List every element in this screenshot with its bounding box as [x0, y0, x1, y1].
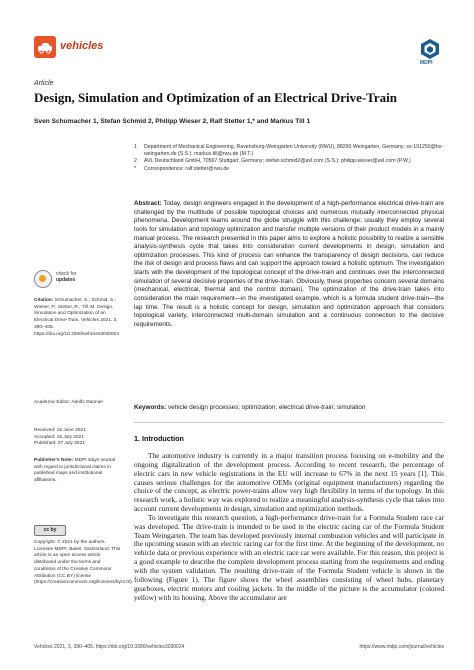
keywords-label: Keywords: — [134, 404, 167, 411]
affiliations — [134, 144, 444, 173]
footer-journal-link[interactable]: https://www.mdpi.com/journal/vehicles — [359, 644, 444, 650]
citation-label: Citation: — [34, 298, 54, 303]
abstract — [134, 200, 444, 329]
affiliation-number: 2 — [134, 158, 137, 165]
introduction-body — [134, 452, 444, 602]
affiliation-text: Department of Mechanical Engineering, Ravensburg-Weingarten University (RWU), 88250 Weingarten, Germany; ss-191250@hs-weingarten.de (S.S.); markus.till@rwu.de (M.T.) — [144, 144, 444, 158]
author-list: Sven Schumacher 1, Stefan Schmid 2, Philipp Wieser 2, Ralf Stetter 1,* and Markus Till 1 — [34, 118, 311, 125]
check-updates-line1: check for — [56, 271, 77, 277]
affiliation-number: * — [134, 165, 137, 172]
page-footer — [34, 644, 444, 650]
affiliation-item — [134, 166, 444, 173]
cc-by-license-icon[interactable]: cc by — [34, 525, 66, 536]
abstract-label: Abstract: — [134, 200, 162, 207]
correspondence-text: Correspondence: ralf.stetter@rwu.de — [144, 165, 230, 172]
affiliation-item — [134, 158, 444, 165]
journal-name: vehicles — [60, 40, 104, 52]
body-paragraph: To investigate this research question, a high-performance drive-train for a Formula Student race car was developed. The drive-train is intended to be used in the electric racing car of the Formula Student Team Weingarten. The team has developed previously internal combustion vehicles and will participate in the upcoming season with an electric racing car for the first time. At the beginning of the development, no vehicle data or previous experience with an electric race car were available. For this reason, this project is a good example to describe the complete development process starting from the requirements and ending with the system validation. The resulting drive-train of the Formula Student vehicle is shown in the following (Figure 1). The figure shows the wheel assemblies consisting of wheel hubs, planetary gearboxes, electric motors and cooling jackets. In the middle of the picture is the accumulator (colored yellow) with its housing. Above the accumulator are — [134, 512, 444, 602]
section-divider — [134, 422, 444, 423]
check-updates-icon — [34, 270, 52, 288]
check-for-updates-button[interactable] — [34, 270, 94, 292]
affiliation-number: 1 — [134, 144, 137, 150]
check-updates-line2: updates — [56, 277, 76, 283]
article-title: Design, Simulation and Optimization of an Electrical Drive-Train — [34, 90, 398, 105]
publisher-note — [34, 458, 122, 485]
journal-logo-car-icon — [34, 36, 56, 58]
dates-block — [34, 428, 122, 448]
publisher-note-label: Publisher's Note: — [34, 458, 74, 463]
footer-citation: Vehicles 2021, 3, 390–405. https://doi.org/10.3390/vehicles3030024 — [34, 644, 185, 650]
copyright-license: Copyright: © 2021 by the authors. Licensee MDPI, Basel, Switzerland. This article is an open access article distributed under the terms and conditions of the Creative Commons Attribution (CC BY) license (https://creativecommons.org/licenses/by/4.0/). — [34, 540, 134, 586]
citation-block — [34, 298, 122, 338]
section-heading-introduction: 1. Introduction — [134, 434, 184, 443]
affiliation-text: AVL Deutschland GmbH, 70567 Stuttgart, Germany; stefan.schmid2@avl.com (S.S.); philipp.wieser@avl.com (P.W.) — [144, 158, 411, 165]
academic-editor: Academic Editor: Adolfo Dannier — [34, 400, 104, 405]
publisher-name: MDPI — [420, 60, 433, 66]
keywords — [134, 404, 444, 412]
received-date: Received: 16 June 2021 — [34, 428, 86, 433]
check-updates-label — [56, 271, 76, 283]
body-paragraph: The automotive industry is currently in a major transition process focusing on e-mobility and the ongoing digitalization of the development process. According to recent research, the percentage of electric cars in new vehicle registrations in the EU will increase to 67% in the next 15 years [1]. This causes serious challenges for the automotive OEMs (original equipment manufacturers) regarding the choice of the concept, as electric power-trains allow very high flexibility in terms of the topology. In this research work, a holistic way was explored to realize a meaningful analysis-synthesis cycle that takes into account current developments in design, simulation and optimization methods. — [134, 451, 444, 514]
article-type: Article — [34, 80, 54, 87]
abstract-text: Today, design engineers engaged in the development of a high-performance electrical drive-train are challenged by the multitude of possible topological choices and numerous mutually interconnected physical phenomena. Development teams around the globe struggle with this challenge; usually they employ several tools for simulation and topology optimization and transfer multiple versions of their product models in a mainly manual process. The research presented in this paper aims to explore a holistic possibility to realize a sensible analysis-synthesis cycle that takes into consideration current developments in design, simulation and optimization processes. This kind of process can enhance the transparency of design decisions, can reduce the risk of design and process flaws and can support the approach toward a holistic optimum. The investigation starts with the development of the topological concept of the drive-train and continues over the interconnected simulation of several decisive properties of the drive-train. Obviously, these properties concern several domains (mechanical, electrical, thermal and the control domain). The optimization of the drive-train takes into consideration the main requirement—in the investigated example, which is a formula student drive-train—the lap time. The result is a holistic concept for design, simulation and optimization approach that considers topological variety, interconnected multi-domain simulation and a continuous connection to the decisive requirements. — [134, 200, 445, 328]
published-date: Published: 27 July 2021 — [34, 441, 85, 447]
accepted-date: Accepted: 16 July 2021 — [34, 434, 84, 440]
citation-text: Schumacher, S.; Schmid, S.; Wieser, P.; Stetter, R.; Till, M. Design, Simulation and Optimization of an Electrical Drive-Train. Vehicles 2021, 3, 390–405. https://doi.org/10.3390/vehicles3030024 — [34, 298, 120, 337]
affiliation-item — [134, 144, 444, 158]
publisher-note-text: MDPI stays neutral with regard to jurisdictional claims in published maps and institutional affiliations. — [34, 458, 116, 484]
mdpi-logo-icon — [420, 38, 440, 60]
keywords-text: vehicle design processes; optimization; electrical drive-train; simulation — [167, 404, 366, 411]
